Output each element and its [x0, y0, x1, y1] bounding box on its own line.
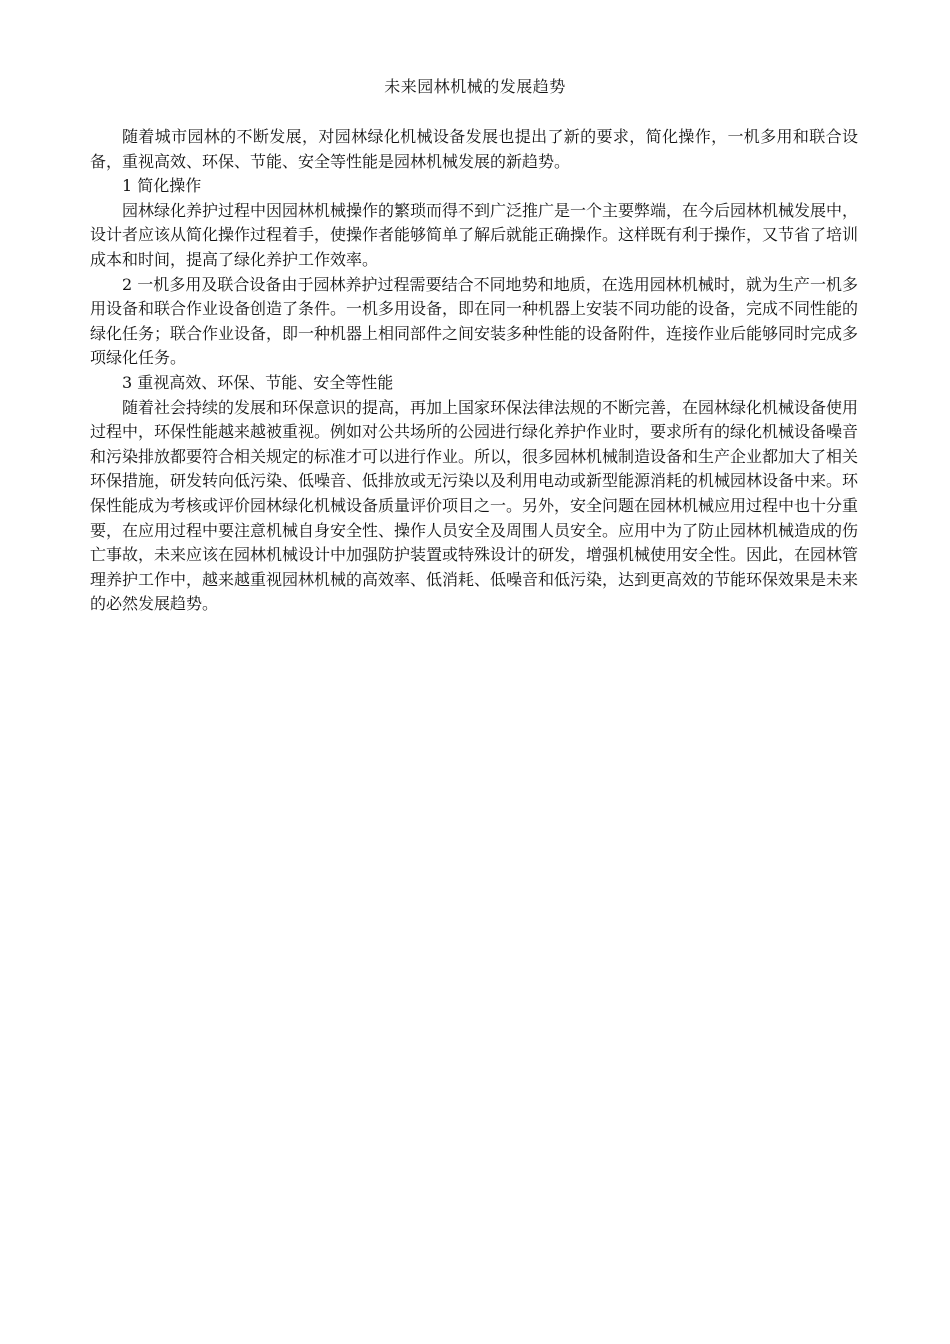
paragraph-intro: 随着城市园林的不断发展，对园林绿化机械设备发展也提出了新的要求，简化操作，一机多用和联合设备，重视高效、环保、节能、安全等性能是园林机械发展的新趋势。 [90, 127, 858, 171]
document-body [90, 125, 858, 617]
section-heading-simplify-operation: 1 简化操作 [122, 176, 202, 196]
paragraph-multi-use-equipment: 2 一机多用及联合设备由于园林养护过程需要结合不同地势和地质，在选用园林机械时，就为生产一机多用设备和联合作业设备创造了条件。一机多用设备，即在同一种机器上安装不同功能的设备，完成不同性能的绿化任务；联合作业设备，即一种机器上相同部件之间安装多种性能的设备附件，连接作业后能够同时完成多项绿化任务。 [90, 274, 859, 368]
paragraph-simplify-operation: 园林绿化养护过程中因园林机械操作的繁琐而得不到广泛推广是一个主要弊端，在今后园林机械发展中，设计者应该从简化操作过程着手，使操作者能够简单了解后就能正确操作。这样既有利于操作，又节省了培训成本和时间，提高了绿化养护工作效率。 [90, 200, 859, 269]
document-title: 未来园林机械的发展趋势 [384, 77, 566, 96]
paragraph-performance: 随着社会持续的发展和环保意识的提高，再加上国家环保法律法规的不断完善，在园林绿化机械设备使用过程中，环保性能越来越被重视。例如对公共场所的公园进行绿化养护作业时，要求所有的绿化机械设备噪音和污染排放都要符合相关规定的标准才可以进行作业。所以，很多园林机械制造设备和生产企业都加大了相关环保措施，研发转向低污染、低噪音、低排放或无污染以及利用电动或新型能源消耗的机械园林设备中来。环保性能成为考核或评价园林绿化机械设备质量评价项目之一。另外，安全问题在园林机械应用过程中也十分重要，在应用过程中要注意机械自身安全性、操作人员安全及周围人员安全。应用中为了防止园林机械造成的伤亡事故，未来应该在园林机械设计中加强防护装置或特殊设计的研发，增强机械使用安全性。因此，在园林管理养护工作中，越来越重视园林机械的高效率、低消耗、低噪音和低污染，达到更高效的节能环保效果是未来的必然发展趋势。 [90, 397, 859, 614]
section-heading-performance: 3 重视高效、环保、节能、安全等性能 [122, 372, 394, 392]
